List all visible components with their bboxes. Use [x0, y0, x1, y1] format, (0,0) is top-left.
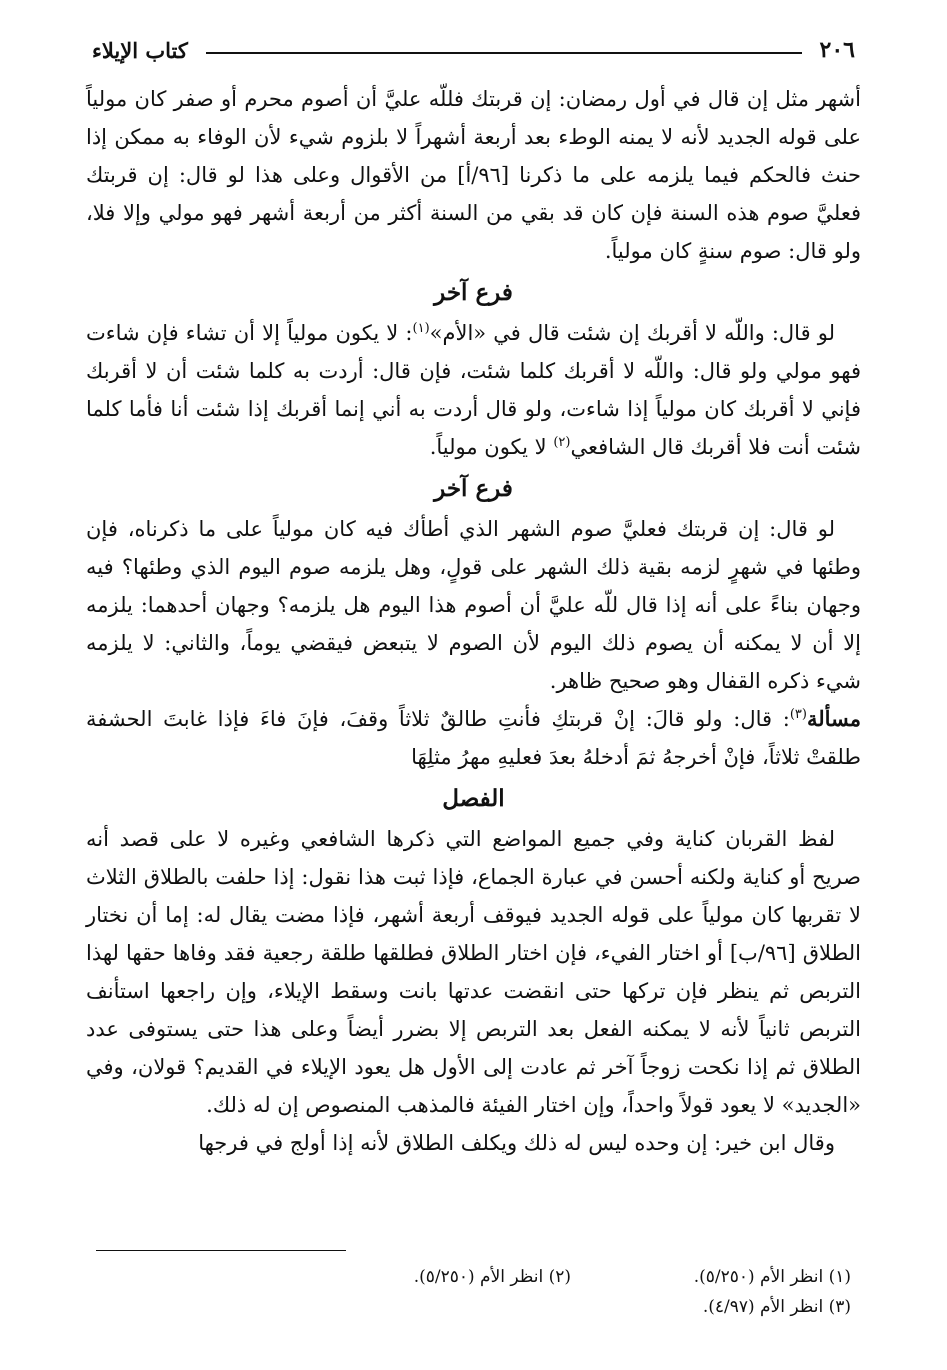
- footnote-rule: [96, 1250, 346, 1251]
- paragraph-2-text-c: لا يكون مولياً.: [429, 435, 554, 459]
- paragraph-5: لفظ القربان كناية وفي جميع المواضع التي ذكرها الشافعي وغيره لا على قصد أنه صريح أو كناية ولكنه أحسن في عبارة الجماع، فإذا ثبت هذا نقول: إذا حلفت بالطلاق الثلاث لا تقربها كان مولياً على قوله الجديد فيوقف أربعة أشهر، فإذا مضت يقال له: إما أن نختار الطلاق [٩٦/ب] أو اختار الفيء، فإن اختار الطلاق فطلقها طلقة رجعية فقد وفاها حقها لهذا التربص ثم ينظر فإن تركها حتى انقضت عدتها بانت وسقط الإيلاء، وإن راجعها استأنف التربص ثانياً لأنه لا يمكنه الفعل بعد التربص إلا بضرر أيضاً وعلى هذا حتى يستوفى عدد الطلاق ثم إذا نكحت زوجاً آخر ثم عادت إلى الأول هل يعود الإيلاء في القديم؟ قولان، وفي «الجديد» لا يعود قولاً واحداً، وإن اختار الفيئة فالمذهب المنصوص إن له ذلك.: [86, 827, 861, 1117]
- section-heading-1: فرع آخر: [434, 279, 513, 306]
- paragraph-2-text-b: : لا يكون مولياً إلا أن تشاء فإن شاءت فهو مولي ولو قال: واللّه لا أقربك كلما شئت، فإن قال: أردت به كلما شئت أن لا أقربك فإني لا أقربك كان مولياً إذا شاءت، ولو قال أردت به أني إنما أقربك إذا شئت أنا فأما كلما شئت أنت فلا أقربك قال الشافعي: [86, 321, 861, 459]
- main-text: [86, 80, 861, 1162]
- footnote-ref-1: (١): [412, 321, 430, 336]
- paragraph-4-text: : قال: ولو قالَ: إنْ قربتكِ فأنتِ طالقٌ ثلاثاً وقفَ، فإنَ فاءَ فإذا غابتَ الحشفة طلقتْ ثلاثاً، فإنْ أخرجهُ ثمَ أدخلهُ بعدَ فعليهِ مهرُ مثلِهَا: [86, 707, 861, 769]
- footnote-ref-3: (٣): [789, 707, 807, 722]
- footnote-3: (٣) انظر الأم (٤/٩٧).: [702, 1297, 851, 1317]
- footnotes: [96, 1262, 851, 1322]
- footnote-row-2: [96, 1292, 851, 1322]
- book-title: كتاب الإيلاء: [92, 37, 188, 63]
- masala-label: مسألة: [806, 706, 861, 731]
- section-heading-2: فرع آخر: [434, 475, 513, 502]
- page-number: ٢٠٦: [819, 37, 855, 63]
- paragraph-2-text-a: لو قال: واللّه لا أقربك إن شئت قال في «الأم»: [429, 321, 835, 345]
- paragraph-1: أشهر مثل إن قال في أول رمضان: إن قربتك فللّه عليَّ أن أصوم محرم أو صفر كان مولياً على قوله الجديد لأنه لا يمنه الوطء بعد أربعة أشهراً لا بلزوم شيء لأن الوفاء به ممكن إذا حنث فالحكم فيما يلزمه على ما ذكرنا [٩٦/أ] من الأقوال وعلى هذا لو قال: إن قربتك فعليَّ صوم هذه السنة فإن كان قد بقي من السنة أكثر من أربعة أشهر فهو مولي وإلا فلا، ولو قال: صوم سنةٍ كان مولياً.: [86, 87, 861, 263]
- paragraph-2: [86, 314, 861, 466]
- footnote-1: (١) انظر الأم (٥/٢٥٠).: [693, 1267, 851, 1287]
- paragraph-3: لو قال: إن قربتك فعليَّ صوم الشهر الذي أطأك فيه كان مولياً على ما ذكرناه، فإن وطئها في شهرٍ لزمه بقية ذلك الشهر على قولٍ، وهل يلزمه صوم اليوم الذي وطئها؟ فيه وجهان بناءً على أنه إذا قال للّه عليَّ أن أصوم هذا اليوم هل يلزمه؟ وجهان أحدهما: يلزمه إلا أن لا يمكنه أن يصوم ذلك اليوم لأن الصوم لا يتبعض فيقضي يوماً، والثاني: لا يلزمه شيء ذكره القفال وهو صحيح ظاهر.: [86, 517, 861, 693]
- header-rule: [206, 52, 802, 54]
- running-header: [92, 32, 855, 68]
- footnote-ref-2: (٢): [553, 435, 571, 450]
- paragraph-4: [86, 700, 861, 776]
- section-heading-3: الفصل: [442, 785, 505, 812]
- footnote-row-1: [96, 1262, 851, 1292]
- footnote-2: (٢) انظر الأم (٥/٢٥٠).: [413, 1267, 571, 1287]
- paragraph-6: وقال ابن خير: إن وحده ليس له ذلك ويكلف الطلاق لأنه إذا أولج في فرجها: [198, 1131, 835, 1155]
